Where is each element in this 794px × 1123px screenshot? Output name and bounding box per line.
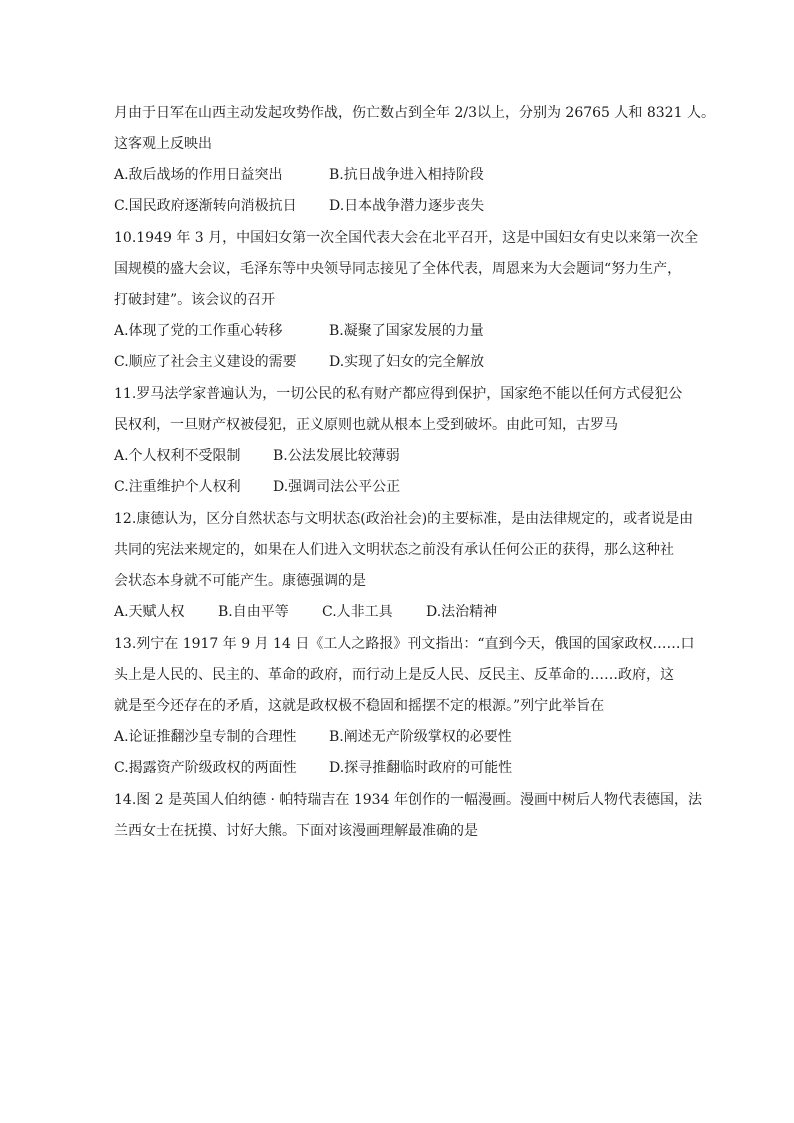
q12-option-b: B.自由平等: [218, 604, 289, 620]
q9-option-c: C.国民政府逐渐转向消极抗日: [114, 198, 297, 214]
q11-option-a: A.个人权利不受限制: [114, 448, 241, 464]
q13-option-d: D.探寻推翻临时政府的可能性: [329, 760, 513, 776]
q14-line-2: 兰西女士在抚摸、讨好大熊。下面对该漫画理解最准确的是: [114, 823, 478, 839]
q13-option-a: A.论证推翻沙皇专制的合理性: [114, 729, 297, 745]
q10-option-c: C.顺应了社会主义建设的需要: [114, 354, 297, 370]
q10-line-3: 打破封建”。该会议的召开: [114, 292, 276, 308]
q9-option-d: D.日本战争潜力逐步丧失: [329, 198, 485, 214]
q9-option-a: A.敌后战场的作用日益突出: [114, 167, 283, 183]
q13-option-b: B.阐述无产阶级掌权的必要性: [329, 729, 512, 745]
q9-line-2: 这客观上反映出: [114, 136, 212, 152]
q11-line-1: 11.罗马法学家普遍认为，一切公民的私有财产都应得到保护，国家绝不能以任何方式侵犯公: [114, 386, 683, 402]
q14-line-1: 14.图 2 是英国人伯纳德 · 帕特瑞吉在 1934 年创作的一幅漫画。漫画中树后人物代表德国，法: [114, 792, 702, 808]
q9-line-1: 月由于日军在山西主动发起攻势作战，伤亡数占到全年 2/3以上，分别为 26765 人和 8321 人。: [114, 105, 715, 121]
q12-line-2: 共同的宪法来规定的，如果在人们进入文明状态之前没有承认任何公正的获得，那么这种社: [114, 542, 674, 558]
q11-line-2: 民权利，一旦财产权被侵犯，正义原则也就从根本上受到破坏。由此可知，古罗马: [114, 417, 618, 433]
q10-line-2: 国规模的盛大会议，毛泽东等中央领导同志接见了全体代表，周恩来为大会题词“努力生产，: [114, 261, 682, 277]
q10-line-1: 10.1949 年 3 月，中国妇女第一次全国代表大会在北平召开，这是中国妇女有史以来第一次全: [114, 230, 699, 246]
q13-line-3: 就是至今还存在的矛盾，这就是政权极不稳固和摇摆不定的根源。”列宁此举旨在: [114, 698, 605, 714]
q12-line-3: 会状态本身就不可能产生。康德强调的是: [114, 573, 366, 589]
q9-option-b: B.抗日战争进入相持阶段: [329, 167, 484, 183]
q12-option-d: D.法治精神: [426, 604, 498, 620]
q10-option-d: D.实现了妇女的完全解放: [329, 354, 485, 370]
q12-option-a: A.天赋人权: [114, 604, 185, 620]
q11-option-d: D.强调司法公平公正: [273, 479, 401, 495]
q10-option-a: A.体现了党的工作重心转移: [114, 323, 283, 339]
q12-line-1: 12.康德认为，区分自然状态与文明状态(政治社会)的主要标准，是由法律规定的，或者说是由: [114, 511, 694, 527]
q12-option-c: C.人非工具: [322, 604, 393, 620]
q13-line-2: 头上是人民的、民主的、革命的政府，而行动上是反人民、反民主、反革命的……政府，这: [114, 667, 674, 683]
q11-option-c: C.注重维护个人权利: [114, 479, 241, 495]
q13-line-1: 13.列宁在 1917 年 9 月 14 日《工人之路报》刊文指出：“直到今天，俄国的国家政权……口: [114, 636, 695, 652]
q13-option-c: C.揭露资产阶级政权的两面性: [114, 760, 297, 776]
q11-option-b: B.公法发展比较薄弱: [273, 448, 400, 464]
q10-option-b: B.凝聚了国家发展的力量: [329, 323, 484, 339]
